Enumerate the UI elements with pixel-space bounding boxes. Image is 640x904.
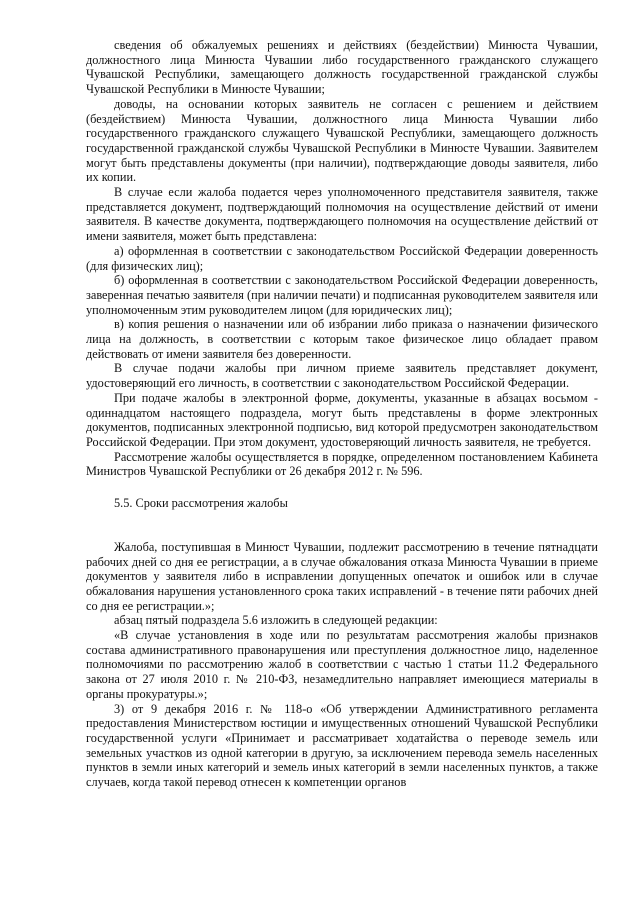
paragraph: При подаче жалобы в электронной форме, документы, указанные в абзацах восьмом - одиннадцатом настоящего подраздела, могут быть представлены в форме электронных документов, подписанных электронной подписью, вид которой предусмотрен законодательством Российской Федерации. При этом документ, удостоверяющий личность заявителя, не требуется. [86,390,598,449]
paragraph: б) оформленная в соответствии с законодательством Российской Федерации доверенность, заверенная печатью заявителя (при наличии печати) и подписанная руководителем заявителя или уполномоченным этим руководителем лицом (для юридических лиц); [86,273,598,317]
paragraph: «В случае установления в ходе или по результатам рассмотрения жалобы признаков состава административного правонарушения или преступления должностное лицо, наделенное полномочиями по рассмотрению жалоб в соответствии с частью 1 статьи 11.2 Федерального закона от 27 июля 2010 г. № 210-ФЗ, незамедлительно направляет имеющиеся материалы в органы прокуратуры.»; [86,628,598,701]
section-heading: 5.5. Сроки рассмотрения жалобы [114,496,288,511]
paragraph: Жалоба, поступившая в Минюст Чувашии, подлежит рассмотрению в течение пятнадцати рабочих дней со дня ее регистрации, а в случае обжалования отказа Минюста Чувашии в приеме документов у заявителя либо в исправлении допущенных опечаток и ошибок или в случае обжалования нарушения установленного срока таких исправлений - в течение пяти рабочих дней со дня ее регистрации.»; [86,539,598,613]
document-page [86,38,598,790]
paragraph: доводы, на основании которых заявитель не согласен с решением и действием (бездействием) Минюста Чувашии, должностного лица Минюста Чувашии либо государственного гражданского служащего Чувашской Республики, замещающего должность государственной гражданской службы Чувашской Республики в Минюсте Чувашии. Заявителем могут быть представлены документы (при наличии), подтверждающие доводы заявителя, либо их копии. [86,96,598,185]
paragraph: в) копия решения о назначении или об избрании либо приказа о назначении физического лица на должность, в соответствии с которым такое физическое лицо обладает правом действовать от имени заявителя без доверенности. [86,317,598,361]
paragraph: абзац пятый подраздела 5.6 изложить в следующей редакции: [114,613,438,628]
paragraph: В случае подачи жалобы при личном приеме заявитель представляет документ, удостоверяющий его личность, в соответствии с законодательством Российской Федерации. [86,361,598,391]
paragraph: 3) от 9 декабря 2016 г. № 118-о «Об утверждении Административного регламента предоставления Министерством юстиции и имущественных отношений Чувашской Республики государственной услуги «Принимает и рассматривает ходатайства о переводе земель или земельных участков из одной категории в другую, за исключением перевода земель населенных пунктов в земли иных категорий и земель иных категорий в земли населенных пунктов, а также случаев, когда такой перевод отнесен к компетенции органов [86,701,598,790]
paragraph: сведения об обжалуемых решениях и действиях (бездействии) Минюста Чувашии, должностного лица Минюста Чувашии либо государственного гражданского служащего Чувашской Республики, замещающего должность государственной гражданской службы Чувашской Республики в Минюсте Чувашии; [86,38,598,97]
paragraph: В случае если жалоба подается через уполномоченного представителя заявителя, также представляется документ, подтверждающий полномочия на осуществление действий от имени заявителя. В качестве документа, подтверждающего полномочия на осуществление действий от имени заявителя, может быть представлена: [86,185,598,244]
paragraph: а) оформленная в соответствии с законодательством Российской Федерации доверенность (для физических лиц); [86,243,598,273]
paragraph: Рассмотрение жалобы осуществляется в порядке, определенном постановлением Кабинета Министров Чувашской Республики от 26 декабря 2012 г. № 596. [86,449,598,479]
